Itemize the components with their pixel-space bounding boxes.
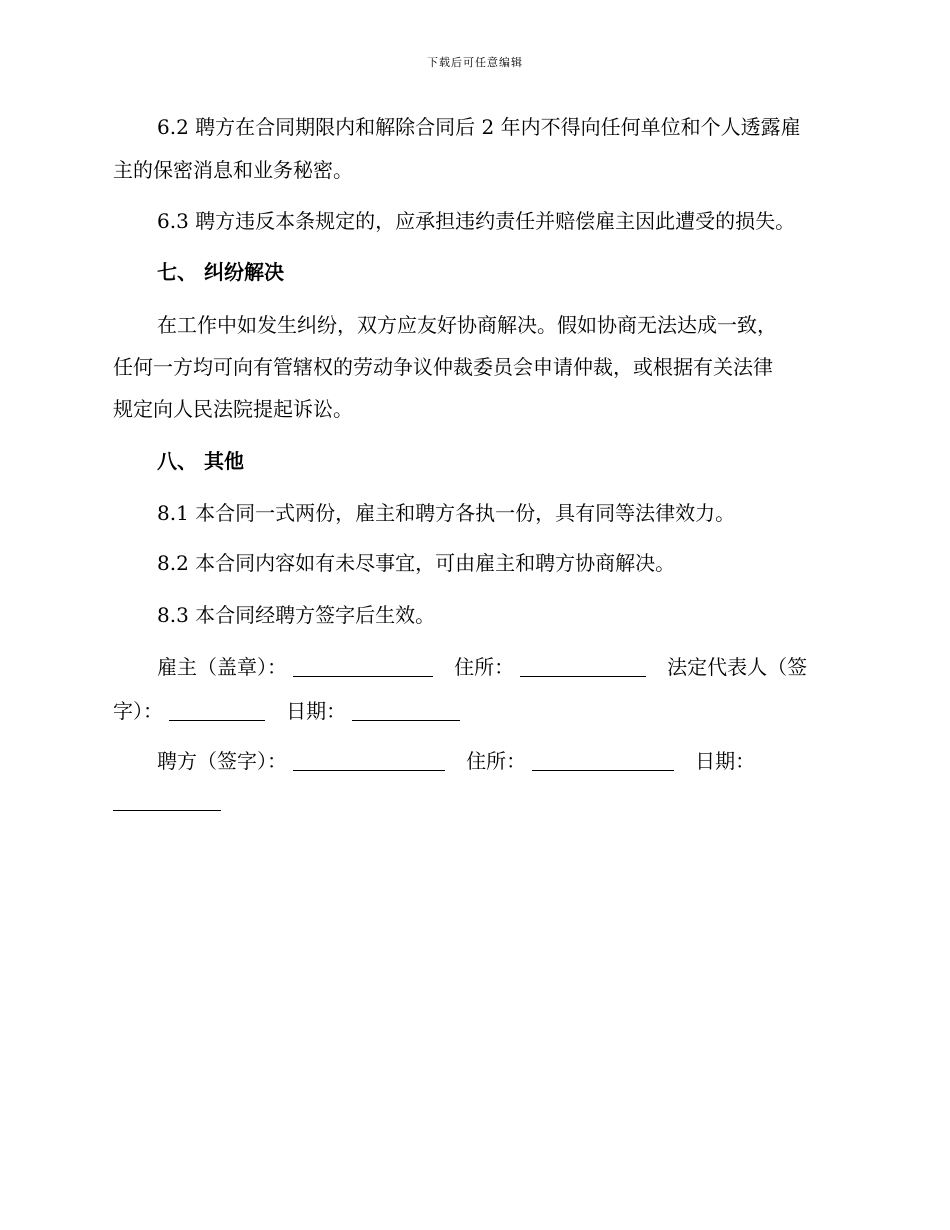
clause-8-3: 8.3 本合同经聘方签字后生效。	[157, 603, 436, 627]
employee-signature-line	[157, 747, 755, 775]
employer-signature-line-1	[157, 653, 807, 681]
employee-address-label: 住所：	[466, 749, 527, 773]
employer-date-field[interactable]	[352, 700, 460, 721]
employer-date-label: 日期：	[286, 699, 347, 723]
clause-6-2-line-2: 主的保密消息和业务秘密。	[113, 158, 353, 182]
legal-rep-label: 法定代表人（签	[667, 655, 808, 679]
section-7-line-2: 任何一方均可向有管辖权的劳动争议仲裁委员会申请仲裁，或根据有关法律	[113, 355, 773, 379]
employer-address-field[interactable]	[520, 656, 646, 677]
employee-sign-field[interactable]	[293, 750, 445, 771]
legal-rep-label-cont: 字）：	[113, 699, 163, 723]
clause-6-2-line-1: 6.2 聘方在合同期限内和解除合同后 2 年内不得向任何单位和个人透露雇	[157, 115, 801, 139]
clause-8-2: 8.2 本合同内容如有未尽事宜，可由雇主和聘方协商解决。	[157, 551, 676, 575]
employer-address-label: 住所：	[454, 655, 515, 679]
employer-seal-label: 雇主（盖章）：	[157, 655, 287, 679]
clause-8-1: 8.1 本合同一式两份，雇主和聘方各执一份，具有同等法律效力。	[157, 501, 736, 525]
section-7-heading: 七、 纠纷解决	[157, 260, 284, 284]
employee-sign-label: 聘方（签字）：	[157, 749, 287, 773]
clause-6-3: 6.3 聘方违反本条规定的，应承担违约责任并赔偿雇主因此遭受的损失。	[157, 209, 796, 233]
employee-date-field[interactable]	[113, 810, 221, 811]
section-7-line-3: 规定向人民法院提起诉讼。	[113, 397, 353, 421]
employee-address-field[interactable]	[532, 750, 674, 771]
employer-seal-field[interactable]	[293, 656, 433, 677]
employer-signature-line-2	[113, 697, 460, 725]
legal-rep-field[interactable]	[169, 700, 265, 721]
header-note: 下载后可任意编辑	[427, 56, 523, 69]
employee-date-label: 日期：	[695, 749, 756, 773]
section-8-heading: 八、 其他	[157, 449, 244, 473]
section-7-line-1: 在工作中如发生纠纷，双方应友好协商解决。假如协商无法达成一致，	[157, 313, 777, 337]
